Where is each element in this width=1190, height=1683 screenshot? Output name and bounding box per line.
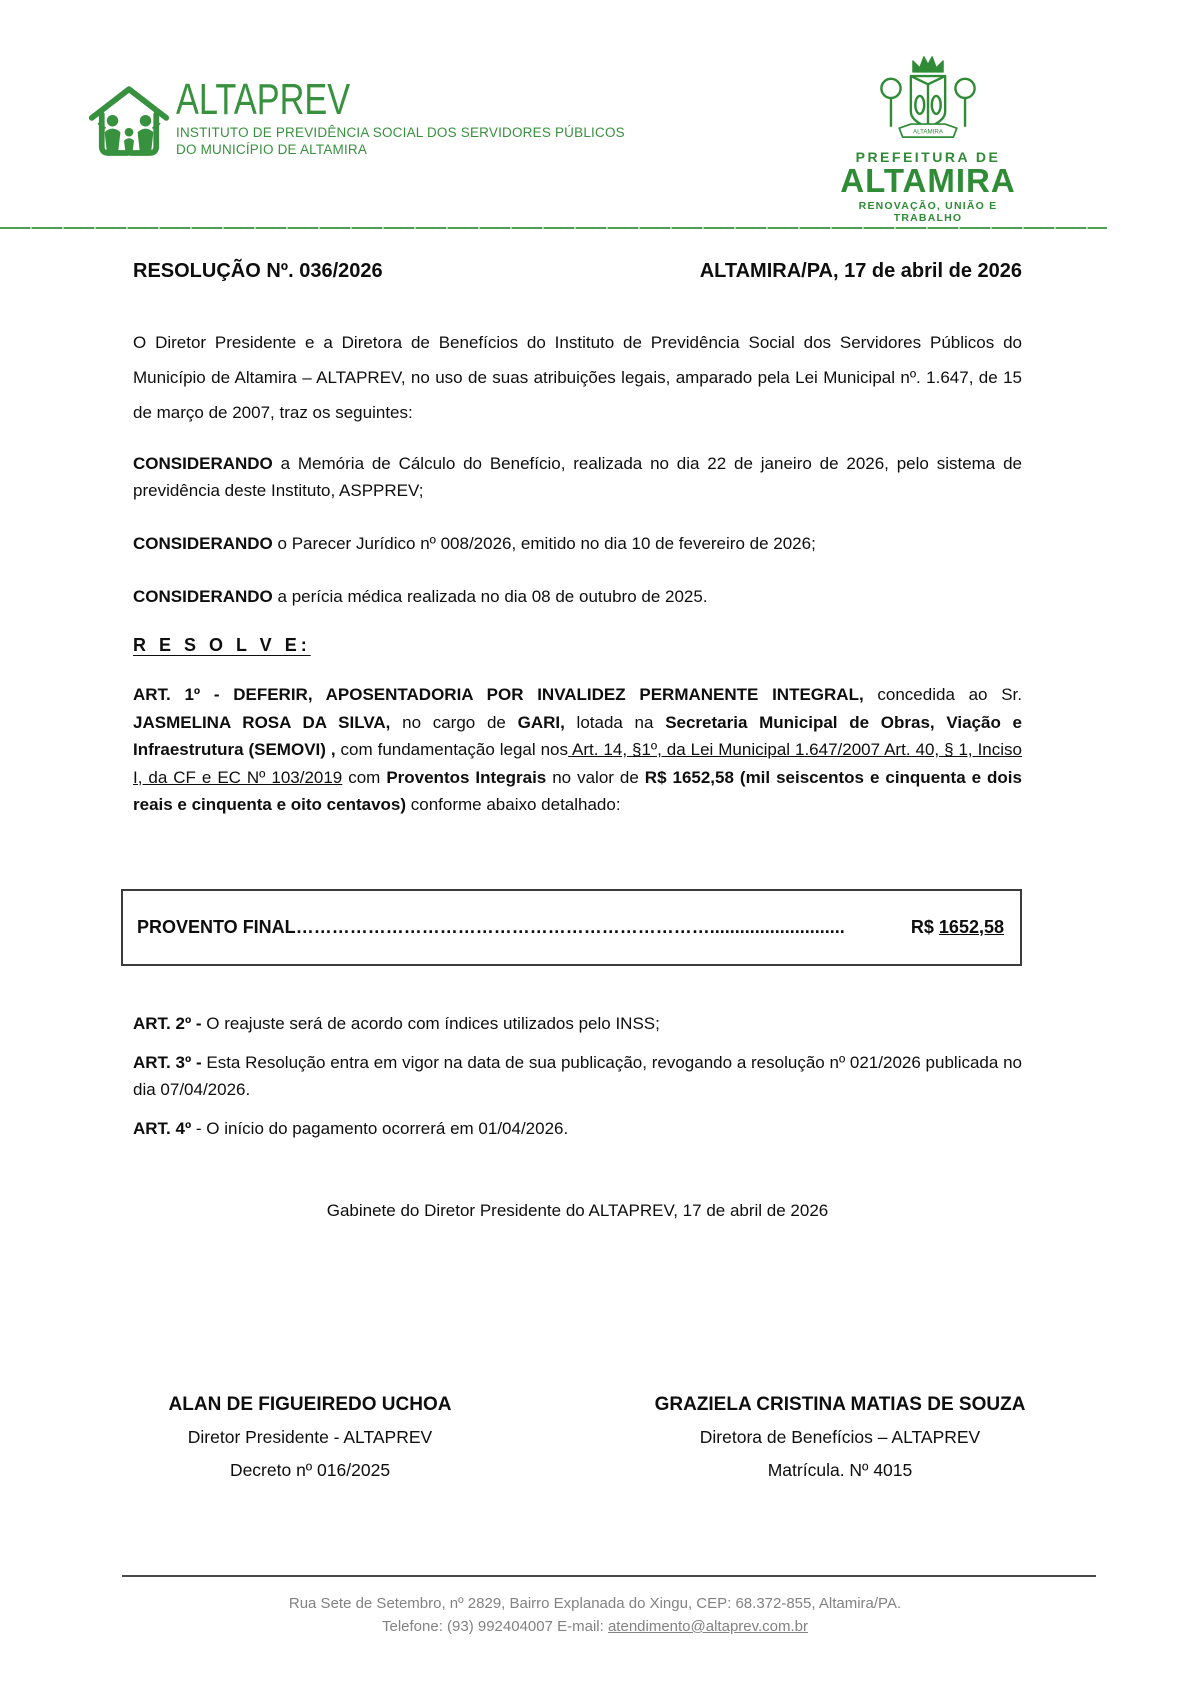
provento-value: 1652,58 [938,916,1004,937]
altaprev-subtitle [176,124,625,158]
dot-leader: ……………………………………………………………........................... [295,916,845,937]
art1-text-run: com fundamentação legal nos [335,740,569,759]
document-body [133,325,1022,1224]
considerando-text: a perícia médica realizada no dia 08 de outubro de 2025. [272,587,708,606]
signature-block-director-president [95,1388,525,1487]
article-text: Esta Resolução entra em vigor na data de sua publicação, revogando a resolução nº 021/2026 publicada no dia 07/04/2026. [133,1052,1022,1099]
art1-proventos-label: Proventos Integrais [386,767,547,787]
considerando-label: CONSIDERANDO [133,454,273,473]
prefeitura-altamira-logo [828,50,1028,224]
article-4-paragraph [133,1115,1022,1142]
altaprev-subtitle-line2: DO MUNICÍPIO DE ALTAMIRA [176,142,368,157]
article-label: ART. 2º - [133,1013,202,1033]
provento-final-box [121,889,1022,966]
considerando-text: a Memória de Cálculo do Benefício, realizada no dia 22 de janeiro de 2026, pelo sistema de previdência deste Instituto, ASPPREV; [133,454,1022,500]
signatory-detail: Decreto nº 016/2025 [229,1460,391,1480]
footer-contact-prefix: Telefone: (93) 992404007 E-mail: [381,1618,608,1635]
altaprev-house-family-icon [86,72,172,168]
art1-bold-run: ART. 1º - DEFERIR, APOSENTADORIA POR INVALIDEZ PERMANENTE INTEGRAL, [133,685,864,704]
signature-block-benefits-director [595,1388,1085,1487]
article-label: ART. 3º - [133,1052,202,1072]
intro-paragraph: O Diretor Presidente e a Diretora de Benefícios do Instituto de Previdência Social dos Servidores Públicos do Município de Altamira – ALTAPREV, no uso de suas atribuições legais, amparado pela Lei Municipal nº. 1.647, de 15 de março de 2007, traz os seguintes: [133,333,1022,422]
currency-symbol: R$ [910,916,934,937]
resolution-number: RESOLUÇÃO Nº. 036/2026 [133,260,383,282]
prefeitura-line1: PREFEITURA DE [855,149,1001,165]
signatory-role: Diretora de Benefícios – ALTAPREV [699,1427,981,1447]
gabinete-line: Gabinete do Diretor Presidente do ALTAPREV, 17 de abril de 2026 [326,1200,829,1220]
art1-text-run: conforme abaixo detalhado: [406,795,621,814]
coat-ribbon-text: ALTAMIRA [913,128,943,136]
signatory-name: GRAZIELA CRISTINA MATIAS DE SOUZA [654,1394,1026,1415]
article-text: - O início do pagamento ocorrerá em 01/04/2026. [191,1118,569,1138]
place-and-date: ALTAMIRA/PA, 17 de abril de 2026 [699,260,1022,282]
provento-amount [911,917,1004,938]
considerando-paragraph-2 [133,530,1022,557]
altaprev-subtitle-line1: INSTITUTO DE PREVIDÊNCIA SOCIAL DOS SERVIDORES PÚBLICOS [176,125,625,140]
provento-label: PROVENTO FINAL [137,916,296,937]
article-label: ART. 4º [133,1118,192,1138]
article-3-paragraph [133,1049,1022,1103]
art1-amount-words: R$ 1652,58 (mil seiscentos e cinquenta e dois reais e cinquenta e oito centavos) [133,767,1022,814]
art1-legal-basis: Art. 14, §1º, da Lei Municipal 1.647/2007 Art. 40, § 1, Inciso I, da CF e EC Nº 103/2019 [133,740,1022,787]
art1-department: Secretaria Municipal de Obras, Viação e Infraestrutura (SEMOVI) , [133,712,1022,759]
altamira-coat-of-arms-icon [853,50,1003,146]
prefeitura-slogan: RENOVAÇÃO, UNIÃO E TRABALHO [858,200,998,224]
considerando-label: CONSIDERANDO [133,534,273,553]
article-text: O reajuste será de acordo com índices utilizados pelo INSS; [201,1013,660,1033]
art1-text-run: concedida ao Sr. [863,685,1022,704]
footer [0,1592,1190,1638]
footer-email-link[interactable]: atendimento@altaprev.com.br [607,1618,809,1635]
altaprev-logo [86,72,625,168]
header-separator-line [0,227,1107,229]
prefeitura-line2: ALTAMIRA [840,162,1016,199]
signatory-detail: Matrícula. Nº 4015 [767,1460,913,1480]
article-1-paragraph [133,681,1022,819]
signatory-role: Diretor Presidente - ALTAPREV [187,1427,433,1447]
article-2-paragraph [133,1010,1022,1037]
art1-text-run: no valor de [546,767,645,787]
considerando-paragraph-1 [133,450,1022,504]
art1-text-run: com [342,767,387,787]
art1-text-run: no cargo de [390,712,518,732]
signatory-name: ALAN DE FIGUEIREDO UCHOA [168,1394,452,1415]
art1-text-run: lotada na [564,712,666,732]
altaprev-wordmark: ALTAPREV [176,75,351,124]
heading-row [133,260,1022,283]
considerando-paragraph-3 [133,583,1022,610]
altaprev-wordmark-block [176,75,625,158]
footer-contact [0,1615,1190,1638]
footer-address: Rua Sete de Setembro, nº 2829, Bairro Explanada do Xingu, CEP: 68.372-855, Altamira/PA. [288,1595,902,1612]
resolve-heading: R E S O L V E: [133,635,311,655]
considerando-label: CONSIDERANDO [133,587,273,606]
art1-job-title: GARI, [517,712,565,732]
considerando-text: o Parecer Jurídico nº 008/2026, emitido no dia 10 de fevereiro de 2026; [272,534,816,553]
footer-separator-line [122,1575,1096,1577]
art1-beneficiary-name: JASMELINA ROSA DA SILVA, [133,712,391,732]
